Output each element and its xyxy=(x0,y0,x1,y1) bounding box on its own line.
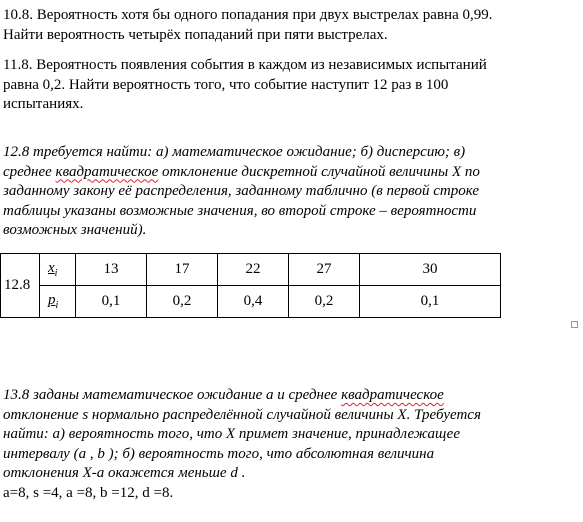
problem-13-8-line-6: a=8, s =4, a =8, b =12, d =8. xyxy=(3,484,174,501)
problem-10-8 xyxy=(3,6,579,45)
problem-12-8 xyxy=(3,143,579,241)
problem-13-8-line-3: найти: а) вероятность того, что X примет значение, принадлежащее xyxy=(3,426,461,442)
x-symbol: x xyxy=(48,260,55,276)
x-value-cell: 27 xyxy=(289,254,360,286)
problem-11-8-line-3: испытаниях. xyxy=(3,96,84,112)
x-subscript: i xyxy=(54,268,58,279)
problem-13-8-line-5: отклонения X-a окажется меньше d . xyxy=(3,465,246,481)
table-label-cell: 12.8 xyxy=(1,254,40,318)
p-subscript: i xyxy=(55,300,59,311)
x-value-cell: 30 xyxy=(360,254,501,286)
p-value-cell: 0,1 xyxy=(76,286,147,318)
problem-12-8-line-5: возможных значений). xyxy=(3,222,147,238)
problem-10-8-line-1: 10.8. Вероятность хотя бы одного попадания при двух выстрелах равна 0,99. xyxy=(3,7,493,23)
p-symbol-cell xyxy=(40,286,76,318)
p-value-cell: 0,1 xyxy=(360,286,501,318)
x-value-cell: 17 xyxy=(147,254,218,286)
table-row-values xyxy=(1,254,501,286)
problem-11-8-line-2: равна 0,2. Найти вероятность того, что событие наступит 12 раз в 100 xyxy=(3,76,449,93)
spellcheck-word: квадратическое xyxy=(341,387,444,403)
distribution-table xyxy=(0,253,501,318)
problem-12-8-line-1: 12.8 требуется найти: а) математическое ожидание; б) дисперсию; в) xyxy=(3,144,466,160)
problem-12-8-line-3: заданному закону её распределения, заданному таблично (в первой строке xyxy=(3,183,480,199)
problem-11-8 xyxy=(3,56,579,115)
problem-13-8-line-2: отклонение s нормально распределённой случайной величины X. Требуется xyxy=(3,406,481,423)
problem-11-8-line-1: 11.8. Вероятность появления события в каждом из независимых испытаний xyxy=(3,57,487,73)
problem-12-8-line-2a: среднее xyxy=(3,163,56,180)
table-row-probabilities xyxy=(1,286,501,318)
problem-10-8-line-2: Найти вероятность четырёх попаданий при пяти выстрелах. xyxy=(3,26,388,43)
p-symbol: p xyxy=(48,292,56,308)
problem-13-8-line-4: интервалу (a , b ); б) вероятность того, что абсолютная величина xyxy=(3,445,435,462)
table-resize-handle[interactable] xyxy=(571,321,578,328)
problem-12-8-line-4: таблицы указаны возможные значения, во второй строке – вероятности xyxy=(3,202,477,219)
problem-13-8-line-1a: 13.8 заданы математическое ожидание a и среднее xyxy=(3,387,342,403)
problem-12-8-line-2c: отклонение дискретной случайной величины X по xyxy=(158,163,480,180)
problem-12-8-line-2 xyxy=(3,163,579,183)
p-value-cell: 0,4 xyxy=(218,286,289,318)
spellcheck-word: квадратическое xyxy=(55,163,159,180)
problem-13-8-line-1 xyxy=(3,386,579,406)
problem-13-8 xyxy=(3,386,579,503)
x-symbol-cell xyxy=(40,254,76,286)
p-value-cell: 0,2 xyxy=(289,286,360,318)
p-value-cell: 0,2 xyxy=(147,286,218,318)
x-value-cell: 22 xyxy=(218,254,289,286)
x-value-cell: 13 xyxy=(76,254,147,286)
